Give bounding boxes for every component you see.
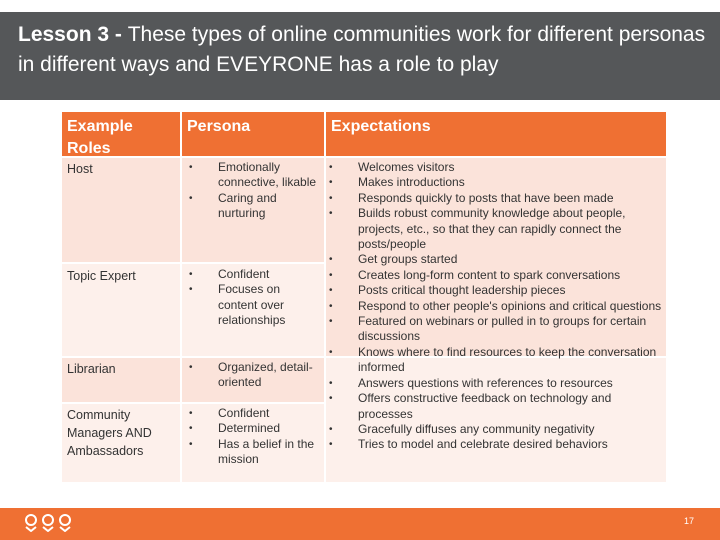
expectation-item: • Answers questions with references to resources — [326, 376, 664, 391]
slide-title — [18, 20, 708, 80]
header-persona: Persona — [182, 112, 324, 156]
company-logo-icon — [22, 512, 74, 532]
footer-bar — [0, 508, 720, 540]
expectation-item: • Welcomes visitors — [326, 160, 664, 175]
persona-list-community-managers — [186, 406, 318, 468]
expectation-item: • Offers constructive feedback on technology and processes — [326, 391, 664, 422]
expectation-item: • Respond to other people's opinions and critical questions — [326, 299, 664, 314]
persona-item: • Confident — [186, 267, 318, 282]
roles-table — [62, 112, 666, 482]
persona-list-host — [186, 160, 318, 222]
persona-list-topic-expert — [186, 267, 318, 329]
persona-item: • Confident — [186, 406, 318, 421]
persona-item: • Determined — [186, 421, 318, 436]
persona-list-librarian — [186, 360, 318, 391]
expectation-item: • Makes introductions — [326, 175, 664, 190]
page-number: 17 — [683, 516, 694, 526]
expectation-item: • Knows where to find resources to keep the conversation informed — [326, 345, 664, 376]
persona-item: • Has a belief in the mission — [186, 437, 318, 468]
title-prefix: Lesson 3 - — [18, 23, 128, 46]
header-expectations: Expectations — [326, 112, 666, 156]
persona-item: • Emotionally connective, likable — [186, 160, 318, 191]
role-topic-expert: Topic Expert — [67, 269, 136, 283]
header-roles: Example Roles — [62, 112, 180, 156]
persona-item: • Organized, detail-oriented — [186, 360, 318, 391]
expectation-item: • Get groups started — [326, 252, 664, 267]
expectation-item: • Featured on webinars or pulled in to groups for certain discussions — [326, 314, 664, 345]
persona-item: • Caring and nurturing — [186, 191, 318, 222]
expectation-item: • Posts critical thought leadership pieces — [326, 283, 664, 298]
expectation-item: • Gracefully diffuses any community negativity — [326, 422, 664, 437]
role-community-managers: Community Managers AND Ambassadors — [67, 408, 152, 458]
expectation-item: • Builds robust community knowledge about people, projects, etc., so that they can rapidly connect the posts/people — [326, 206, 664, 252]
expectation-item: • Tries to model and celebrate desired behaviors — [326, 437, 664, 452]
expectations-list — [326, 160, 664, 453]
expectation-item: • Responds quickly to posts that have been made — [326, 191, 664, 206]
role-librarian: Librarian — [67, 362, 116, 376]
title-rest: These types of online communities work for different personas in different ways and EVEYRONE has a role to play — [18, 23, 706, 76]
expectation-item: • Creates long-form content to spark conversations — [326, 268, 664, 283]
persona-item: • Focuses on content over relationships — [186, 282, 318, 328]
role-host: Host — [67, 162, 93, 176]
